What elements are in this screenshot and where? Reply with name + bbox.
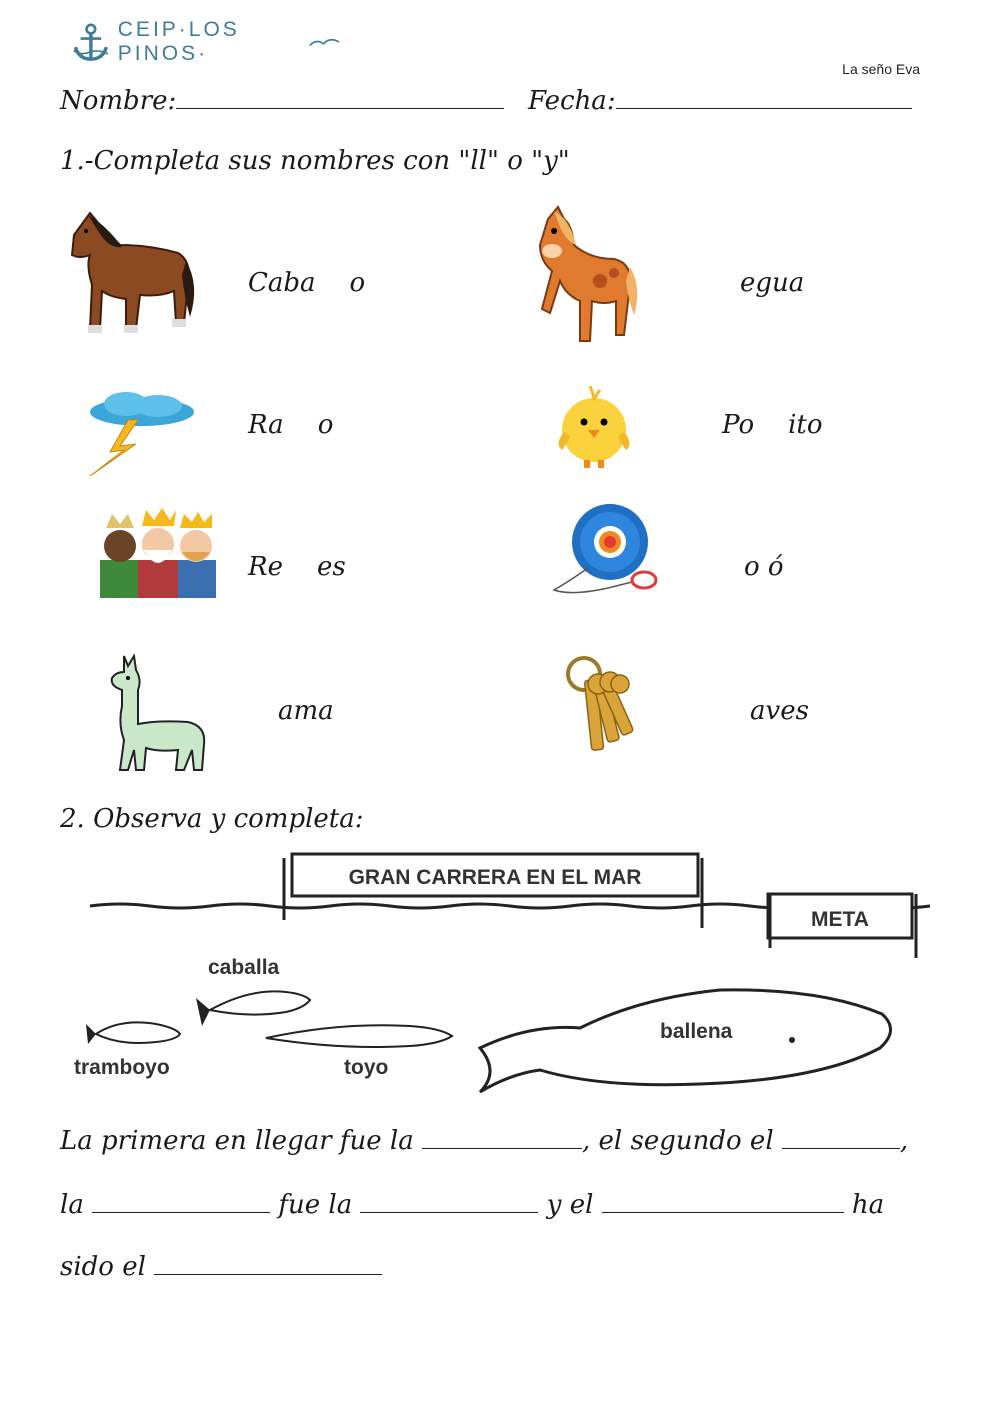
toyo-label: toyo <box>344 1056 389 1079</box>
name-label: Nombre: <box>60 86 177 116</box>
teacher-name: La seño Eva <box>842 61 920 77</box>
word-llama: ama <box>278 696 334 726</box>
sentence-line-3: sido el <box>60 1252 382 1282</box>
word-yoyo: o ó <box>744 552 784 582</box>
word-llaves: aves <box>750 696 809 726</box>
sentence-line-2: la fue la y el ha <box>60 1190 885 1220</box>
word-rayo: Ra o <box>248 410 334 440</box>
word-reyes: Re es <box>248 552 346 582</box>
yoyo-icon <box>548 502 660 598</box>
caballa-fish <box>210 991 310 1014</box>
horse-icon <box>60 205 200 345</box>
blank-last[interactable] <box>154 1252 382 1275</box>
school-name: CEIP·LOS PINOS· <box>117 18 240 65</box>
lightning-cloud-icon <box>86 390 198 476</box>
caballa-label: caballa <box>208 956 280 979</box>
word-yegua: egua <box>740 268 805 298</box>
school-logo <box>72 14 342 70</box>
tramboyo-label: tramboyo <box>74 1056 170 1079</box>
chick-icon <box>554 384 634 470</box>
date-field[interactable] <box>616 84 912 109</box>
three-kings-icon <box>98 506 218 598</box>
seagull-icon <box>308 32 342 52</box>
toyo-fish <box>266 1025 452 1047</box>
blank-fifth[interactable] <box>602 1190 844 1213</box>
date-label: Fecha: <box>528 86 616 116</box>
blank-second[interactable] <box>782 1126 900 1149</box>
blank-third[interactable] <box>92 1190 270 1213</box>
word-caballo: Caba o <box>248 268 366 298</box>
date-row <box>528 84 912 116</box>
banner-text: GRAN CARRERA EN EL MAR <box>348 866 642 889</box>
exercise1-title: 1.-Completa sus nombres con "ll" o "y" <box>60 146 570 176</box>
keys-icon <box>562 654 642 758</box>
exercise2-title: 2. Observa y completa: <box>60 804 364 834</box>
sea-race-illustration <box>60 848 940 1108</box>
name-field[interactable] <box>176 84 504 109</box>
llama-icon <box>98 650 214 772</box>
word-pollito: Po ito <box>722 410 823 440</box>
sentence-line-1: La primera en llegar fue la , el segundo el , <box>60 1126 909 1156</box>
mare-icon <box>530 205 640 347</box>
tramboyo-fish <box>96 1022 180 1043</box>
blank-first[interactable] <box>422 1126 582 1149</box>
name-row <box>60 84 504 116</box>
ballena-label: ballena <box>660 1020 733 1043</box>
meta-text: META <box>811 908 869 931</box>
anchor-icon <box>72 18 110 66</box>
blank-fourth[interactable] <box>360 1190 538 1213</box>
